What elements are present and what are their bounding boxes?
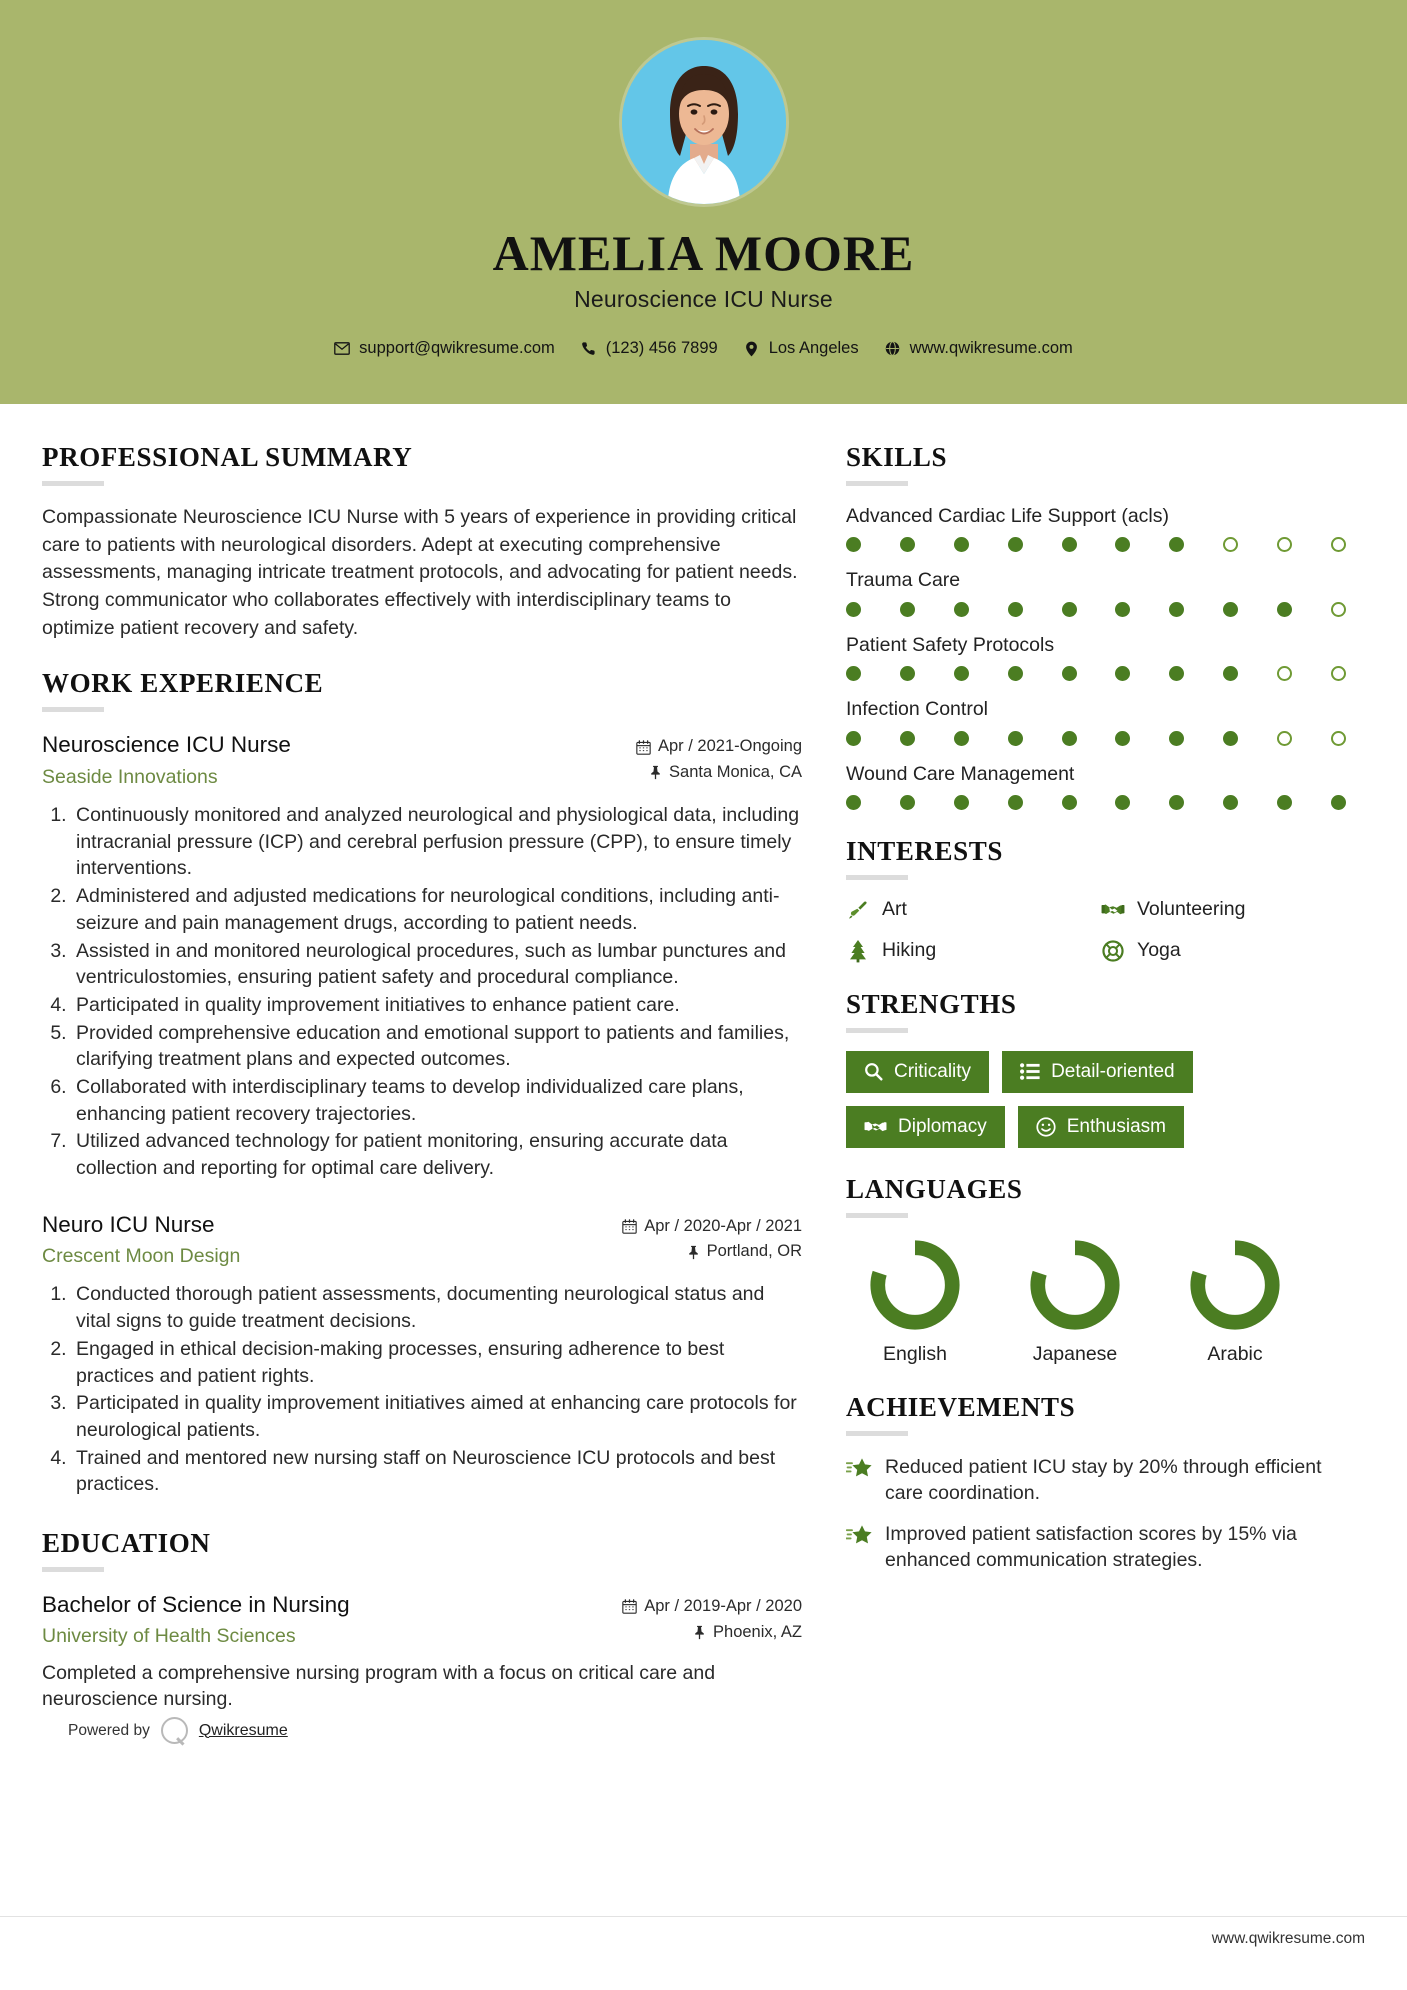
phone-icon bbox=[581, 341, 597, 357]
achievement-text: Improved patient satisfaction scores by 15% via enhanced communication strategies. bbox=[885, 1523, 1297, 1572]
skill-dot-filled bbox=[1331, 795, 1346, 810]
section-professional-summary bbox=[42, 442, 802, 642]
skill-dot-empty bbox=[1223, 537, 1238, 552]
section-interests bbox=[846, 836, 1346, 963]
education-date bbox=[622, 1594, 802, 1620]
skill-dot-filled bbox=[1008, 795, 1023, 810]
section-title-languages: LANGUAGES bbox=[846, 1173, 1023, 1204]
section-strengths bbox=[846, 989, 1346, 1148]
powered-by-label: Powered by bbox=[68, 1721, 150, 1739]
skill-dot-filled bbox=[1008, 731, 1023, 746]
skill-dot-filled bbox=[1115, 602, 1130, 617]
language-label: English bbox=[883, 1342, 947, 1365]
footer-url: www.qwikresume.com bbox=[1211, 1930, 1365, 1947]
skill-rating bbox=[846, 731, 1346, 746]
skill-item bbox=[846, 762, 1346, 810]
section-work-experience bbox=[42, 668, 802, 1498]
strength-chip-enthusiasm bbox=[1018, 1106, 1184, 1148]
interest-label: Hiking bbox=[882, 939, 937, 962]
skill-name: Patient Safety Protocols bbox=[846, 633, 1055, 656]
skill-dot-filled bbox=[846, 602, 861, 617]
language-progress-ring bbox=[1186, 1236, 1284, 1334]
interest-item-art bbox=[846, 898, 1091, 922]
education-entry-meta bbox=[622, 1590, 802, 1645]
work-bullets bbox=[42, 802, 802, 1182]
powered-by bbox=[68, 1717, 802, 1744]
work-bullets bbox=[42, 1281, 802, 1498]
shooting-star-icon bbox=[846, 1523, 872, 1549]
skill-dot-filled bbox=[1277, 602, 1292, 617]
interest-item-hiking bbox=[846, 939, 1091, 963]
strengths-list bbox=[846, 1051, 1346, 1148]
list-item: 3. Participated in quality improvement initiatives aimed at enhancing care protocols for neurological patients. bbox=[72, 1390, 802, 1443]
skill-dot-filled bbox=[1115, 537, 1130, 552]
section-skills bbox=[846, 442, 1346, 810]
work-date-text: Apr / 2020-Apr / 2021 bbox=[644, 1216, 802, 1235]
skill-dot-filled bbox=[1169, 731, 1184, 746]
skill-dot-filled bbox=[1115, 731, 1130, 746]
skill-dot-filled bbox=[1169, 602, 1184, 617]
skill-dot-filled bbox=[1008, 602, 1023, 617]
list-icon bbox=[1020, 1063, 1040, 1080]
envelope-icon bbox=[334, 341, 350, 357]
contact-website[interactable] bbox=[885, 339, 1073, 358]
shooting-star-icon bbox=[846, 1456, 872, 1482]
language-item-arabic bbox=[1166, 1236, 1304, 1366]
work-entry-identity bbox=[42, 1210, 622, 1270]
skill-dot-filled bbox=[954, 731, 969, 746]
skill-name: Wound Care Management bbox=[846, 762, 1075, 785]
skill-dot-filled bbox=[1008, 666, 1023, 681]
section-rule bbox=[42, 1567, 104, 1572]
interests-grid bbox=[846, 898, 1346, 963]
skill-rating bbox=[846, 666, 1346, 681]
contact-email[interactable] bbox=[334, 339, 555, 358]
section-education bbox=[42, 1528, 802, 1744]
qwikresume-brand-link[interactable]: Qwikresume bbox=[198, 1721, 288, 1739]
map-pin-icon bbox=[744, 341, 760, 357]
skill-dot-filled bbox=[1115, 666, 1130, 681]
skill-dot-filled bbox=[1008, 537, 1023, 552]
education-degree: Bachelor of Science in Nursing bbox=[42, 1592, 350, 1618]
section-rule bbox=[846, 481, 908, 486]
education-school: University of Health Sciences bbox=[42, 1625, 296, 1648]
interest-item-yoga bbox=[1101, 939, 1346, 963]
section-rule bbox=[846, 875, 908, 880]
work-entry-head bbox=[42, 1210, 802, 1270]
education-entry-head bbox=[42, 1590, 802, 1650]
education-entry bbox=[42, 1590, 802, 1744]
section-achievements bbox=[846, 1392, 1346, 1574]
skill-rating bbox=[846, 602, 1346, 617]
section-title-interests: INTERESTS bbox=[846, 835, 1003, 866]
language-progress-ring bbox=[1026, 1236, 1124, 1334]
globe-icon bbox=[885, 341, 901, 357]
skill-dot-filled bbox=[1062, 537, 1077, 552]
avatar-photo bbox=[622, 40, 786, 204]
section-rule bbox=[42, 707, 104, 712]
skill-dot-empty bbox=[1331, 537, 1346, 552]
contact-phone-text: (123) 456 7899 bbox=[605, 339, 718, 357]
work-entry-identity bbox=[42, 730, 636, 790]
languages-list bbox=[846, 1236, 1346, 1366]
skill-dot-filled bbox=[1169, 666, 1184, 681]
skill-dot-filled bbox=[1062, 795, 1077, 810]
pine-tree-icon bbox=[846, 939, 870, 963]
skill-name: Infection Control bbox=[846, 698, 988, 721]
calendar-icon bbox=[622, 1599, 637, 1614]
pushpin-icon bbox=[687, 1245, 700, 1260]
paintbrush-icon bbox=[846, 898, 870, 922]
skill-dot-filled bbox=[1169, 537, 1184, 552]
list-item: 2. Engaged in ethical decision-making processes, ensuring adherence to best practices and patient rights. bbox=[72, 1336, 802, 1389]
interest-label: Art bbox=[882, 898, 907, 921]
education-location-text: Phoenix, AZ bbox=[713, 1622, 802, 1641]
skill-dot-filled bbox=[1223, 731, 1238, 746]
contact-website-text: www.qwikresume.com bbox=[909, 339, 1073, 357]
skill-item bbox=[846, 568, 1346, 616]
contact-row bbox=[334, 339, 1073, 358]
list-item: 3. Assisted in and monitored neurological procedures, such as lumbar punctures and ventriculostomies, ensuring patient safety and procedural compliance. bbox=[72, 938, 802, 991]
language-label: Arabic bbox=[1207, 1342, 1263, 1365]
list-item: 6. Collaborated with interdisciplinary teams to develop individualized care plans, enhancing patient recovery trajectories. bbox=[72, 1074, 802, 1127]
interest-item-volunteering bbox=[1101, 898, 1346, 922]
section-title-skills: SKILLS bbox=[846, 442, 948, 472]
resume-header bbox=[0, 0, 1407, 404]
list-item: 1. Continuously monitored and analyzed neurological and physiological data, including intracranial pressure (ICP) and cerebral perfusion pressure (CPP), to ensure timely interventions. bbox=[72, 802, 802, 882]
work-entry-meta bbox=[622, 1210, 802, 1265]
work-role: Neuroscience ICU Nurse bbox=[42, 732, 291, 758]
skill-item bbox=[846, 633, 1346, 681]
list-item: 1. Conducted thorough patient assessments, documenting neurological status and vital signs to guide treatment decisions. bbox=[72, 1281, 802, 1334]
skill-dot-empty bbox=[1277, 537, 1292, 552]
skill-dot-filled bbox=[1115, 795, 1130, 810]
skill-dot-filled bbox=[1062, 666, 1077, 681]
work-role: Neuro ICU Nurse bbox=[42, 1211, 215, 1237]
strength-label: Detail-oriented bbox=[1051, 1060, 1175, 1082]
contact-location-text: Los Angeles bbox=[768, 339, 859, 357]
skill-name: Trauma Care bbox=[846, 569, 961, 592]
summary-text: Compassionate Neuroscience ICU Nurse with 5 years of experience in providing critical care to patients with neurological disorders. Adept at executing comprehensive assessments, managing intricate treatment protocols, and advocating for patient needs. Strong communicator who collaborates effectively with interdisciplinary teams to optimize patient recovery and safety. bbox=[42, 506, 798, 639]
strength-label: Enthusiasm bbox=[1066, 1115, 1166, 1137]
section-title-education: EDUCATION bbox=[42, 1528, 211, 1559]
contact-location bbox=[744, 339, 859, 358]
work-entry bbox=[42, 1210, 802, 1498]
left-column bbox=[42, 442, 802, 1770]
strength-chip-detail-oriented bbox=[1002, 1051, 1193, 1093]
education-description: Completed a comprehensive nursing program with a focus on critical care and neuroscience nursing. bbox=[42, 1661, 716, 1711]
section-rule bbox=[846, 1213, 908, 1218]
section-languages bbox=[846, 1174, 1346, 1366]
skill-dot-filled bbox=[1062, 731, 1077, 746]
language-item-english bbox=[846, 1236, 984, 1366]
list-item: 2. Administered and adjusted medications for neurological conditions, including anti-seizure and pain management drugs, according to patient needs. bbox=[72, 883, 802, 936]
job-title: Neuroscience ICU Nurse bbox=[574, 286, 833, 312]
skill-dot-filled bbox=[954, 666, 969, 681]
calendar-icon bbox=[622, 1219, 637, 1234]
work-location bbox=[622, 1239, 802, 1265]
avatar bbox=[622, 40, 786, 204]
lifebuoy-icon bbox=[1101, 939, 1125, 963]
skill-dot-filled bbox=[1223, 666, 1238, 681]
skill-dot-empty bbox=[1331, 666, 1346, 681]
skill-dot-filled bbox=[900, 731, 915, 746]
skill-item bbox=[846, 697, 1346, 745]
language-label: Japanese bbox=[1032, 1342, 1118, 1365]
language-progress-ring bbox=[866, 1236, 964, 1334]
skill-dot-filled bbox=[1277, 795, 1292, 810]
work-location-text: Portland, OR bbox=[706, 1242, 802, 1261]
work-entry bbox=[42, 730, 802, 1181]
skill-dot-empty bbox=[1331, 602, 1346, 617]
qwikresume-logo-icon bbox=[161, 1717, 188, 1744]
skill-dot-filled bbox=[900, 666, 915, 681]
skill-rating bbox=[846, 795, 1346, 810]
contact-email-text: support@qwikresume.com bbox=[359, 339, 555, 357]
work-date bbox=[622, 1214, 802, 1240]
skill-dot-filled bbox=[954, 537, 969, 552]
pushpin-icon bbox=[649, 765, 662, 780]
work-location bbox=[636, 760, 802, 786]
skill-name: Advanced Cardiac Life Support (acls) bbox=[846, 505, 1169, 527]
strength-chip-diplomacy bbox=[846, 1106, 1005, 1148]
handshake-icon bbox=[864, 1118, 887, 1136]
work-organization: Seaside Innovations bbox=[42, 765, 218, 788]
skill-dot-filled bbox=[1223, 602, 1238, 617]
skill-dot-empty bbox=[1277, 666, 1292, 681]
calendar-icon bbox=[636, 740, 651, 755]
section-title-work: WORK EXPERIENCE bbox=[42, 668, 324, 699]
handshake-icon bbox=[1101, 898, 1125, 922]
list-item: 7. Utilized advanced technology for patient monitoring, ensuring accurate data collection and reporting for optimal care delivery. bbox=[72, 1128, 802, 1181]
education-entry-identity bbox=[42, 1590, 622, 1650]
achievement-text: Reduced patient ICU stay by 20% through efficient care coordination. bbox=[885, 1455, 1322, 1505]
skill-rating bbox=[846, 537, 1346, 552]
section-title-summary: PROFESSIONAL SUMMARY bbox=[42, 442, 413, 472]
work-location-text: Santa Monica, CA bbox=[669, 763, 802, 781]
skill-dot-filled bbox=[846, 666, 861, 681]
resume-body bbox=[0, 404, 1407, 1770]
list-item: 4. Participated in quality improvement initiatives to enhance patient care. bbox=[72, 992, 802, 1019]
education-location bbox=[622, 1620, 802, 1646]
list-item: 4. Trained and mentored new nursing staff on Neuroscience ICU protocols and best practices. bbox=[72, 1445, 802, 1498]
skill-dot-filled bbox=[954, 795, 969, 810]
interest-label: Yoga bbox=[1137, 939, 1181, 962]
page-footer bbox=[0, 1916, 1407, 1990]
achievement-item bbox=[846, 1521, 1346, 1573]
skill-dot-filled bbox=[900, 602, 915, 617]
contact-phone[interactable] bbox=[581, 339, 718, 358]
education-date-text: Apr / 2019-Apr / 2020 bbox=[644, 1597, 802, 1616]
skill-dot-filled bbox=[900, 795, 915, 810]
work-date bbox=[636, 734, 802, 760]
skill-dot-empty bbox=[1331, 731, 1346, 746]
section-rule bbox=[846, 1028, 908, 1033]
page-title: AMELIA MOORE bbox=[492, 225, 915, 281]
skill-dot-empty bbox=[1277, 731, 1292, 746]
section-rule bbox=[42, 481, 104, 486]
achievement-item bbox=[846, 1454, 1346, 1506]
skill-dot-filled bbox=[1169, 795, 1184, 810]
skill-dot-filled bbox=[1062, 602, 1077, 617]
list-item: 5. Provided comprehensive education and emotional support to patients and families, clarifying treatment plans and expected outcomes. bbox=[72, 1020, 802, 1073]
right-column bbox=[846, 442, 1346, 1770]
skill-item bbox=[846, 504, 1346, 552]
language-item-japanese bbox=[1006, 1236, 1144, 1366]
skill-dot-filled bbox=[846, 731, 861, 746]
section-rule bbox=[846, 1431, 908, 1436]
skill-dot-filled bbox=[1223, 795, 1238, 810]
interest-label: Volunteering bbox=[1137, 898, 1246, 921]
work-date-text: Apr / 2021-Ongoing bbox=[657, 737, 802, 756]
skill-dot-filled bbox=[846, 795, 861, 810]
strength-chip-criticality bbox=[846, 1051, 989, 1093]
magnifier-icon bbox=[864, 1062, 883, 1081]
skill-dot-filled bbox=[900, 537, 915, 552]
section-title-strengths: STRENGTHS bbox=[846, 988, 1017, 1019]
strength-label: Criticality bbox=[894, 1060, 972, 1082]
strength-label: Diplomacy bbox=[898, 1115, 987, 1137]
skill-dot-filled bbox=[846, 537, 861, 552]
work-entry-meta bbox=[636, 730, 802, 785]
skill-dot-filled bbox=[954, 602, 969, 617]
work-organization: Crescent Moon Design bbox=[42, 1245, 241, 1268]
work-entry-head bbox=[42, 730, 802, 790]
section-title-achievements: ACHIEVEMENTS bbox=[846, 1391, 1076, 1422]
pushpin-icon bbox=[693, 1625, 706, 1640]
smiley-icon bbox=[1036, 1117, 1056, 1137]
